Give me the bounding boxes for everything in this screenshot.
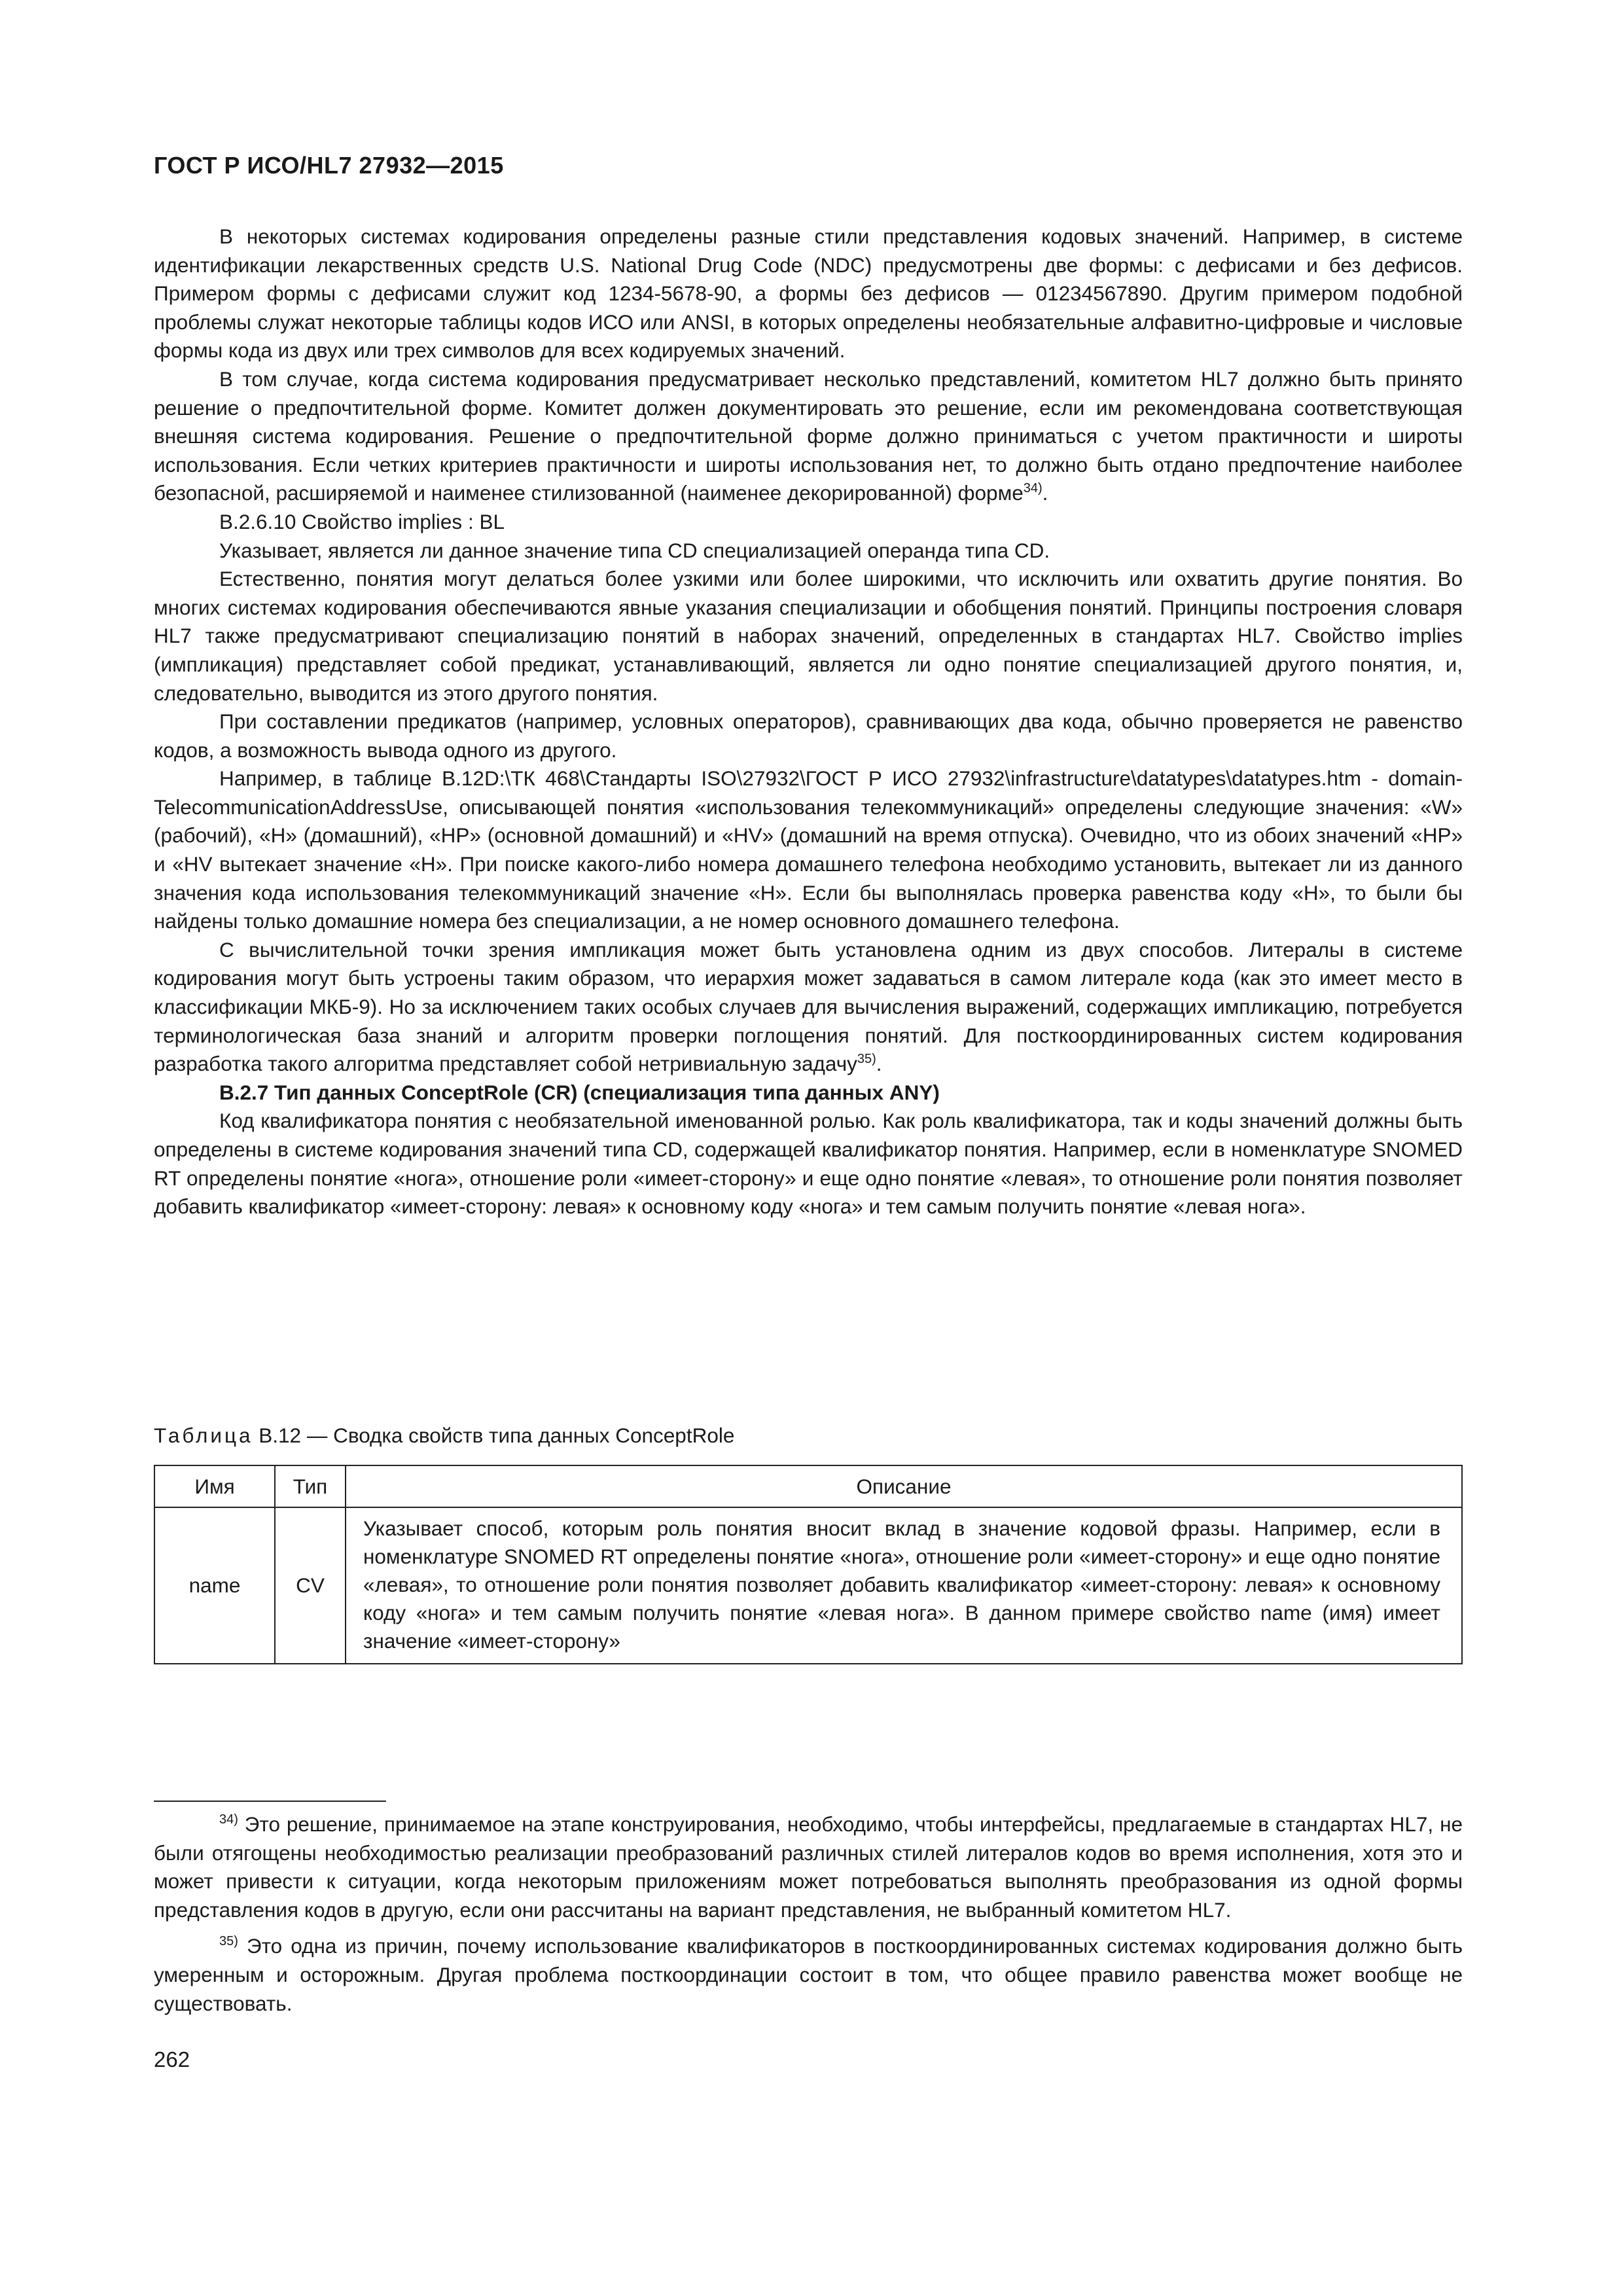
cell-description: Указывает способ, которым роль понятия вносит вклад в значение кодовой фразы. Например, если в номенклатуре SNOMED RT определены понятие «нога», отношение роли «имеет-сторону» и еще одно понятие «левая», то отношение роли понятия позволяет добавить квалификатор «имеет-сторону: левая» к основному коду «нога» и тем самым получить понятие «левая нога». В данном примере свойство name (имя) имеет значение «имеет-сторону» — [346, 1507, 1462, 1664]
column-header-description: Описание — [346, 1465, 1462, 1507]
footnote-35: $^{35)}$ Это одна из причин, почему использование квалификаторов в посткоординированных системах кодирования должно быть умеренным и осторожным. Другая проблема посткоординации состоит в том, что общее правило равенства может вообще не существовать. — [154, 1934, 1463, 2015]
footnote-34: $^{34)}$ Это решение, принимаемое на этапе конструирования, необходимо, чтобы интерфейсы, предлагаемые в стандартах HL7, не были отягощены необходимостью реализации преобразований различных стилей литералов кодов во время исполнения, хотя это и может привести к ситуации, когда некоторым приложениям может потребоваться выполнять преобразования из одной формы представления кодов в другую, если они рассчитаны на вариант представления, не выбранный комитетом HL7. — [154, 1812, 1463, 1922]
body-text — [154, 223, 1463, 1221]
paragraph-coding-styles: В некоторых системах кодирования определены разные стили представления кодовых значений. Например, в системе идентификации лекарственных средств U.S. National Drug Code (NDC) предусмотрены две формы: с дефисами и без дефисов. Примером формы с дефисами служит код 1234-5678-90, а формы без дефисов — 01234567890. Другим примером подобной проблемы служат некоторые таблицы кодов ИСО или ANSI, в которых определены необязательные алфавитно-цифровые и числовые формы кода из двух или трех символов для всех кодируемых значений. — [154, 224, 1463, 363]
cell-type: CV — [275, 1507, 346, 1664]
table-caption: Таблица B.12 — Сводка свойств типа данных ConceptRole — [154, 1424, 735, 1447]
paragraph-predicates: При составлении предикатов (например, условных операторов), сравнивающих два кода, обычно проверяется не равенство кодов, а возможность вывода одного из другого. — [154, 709, 1463, 762]
cell-name: name — [154, 1507, 275, 1664]
paragraph-conceptrole-description: Код квалификатора понятия с необязательной именованной ролью. Как роль квалификатора, так и коды значений должны быть определены в системе кодирования значений типа CD, содержащей квалификатор понятия. Например, если в номенклатуре SNOMED RT определены понятие «нога», отношение роли «имеет-сторону» и еще одно понятие «левая», то отношение роли понятия позволяет добавить квалификатор «имеет-сторону: левая» к основному коду «нога» и тем самым получить понятие «левая нога». — [154, 1109, 1463, 1219]
footnote-divider — [154, 1801, 386, 1802]
paragraph-preferred-form: В том случае, когда система кодирования предусматривает несколько представлений, комитетом HL7 должно быть принято решение о предпочтительной форме. Комитет должен документировать это решение, если им рекомендована соответствующая внешняя система кодирования. Решение о предпочтительной форме должно приниматься с учетом практичности и широты использования. Если четких критериев практичности и широты использования нет, то должно быть отдано предпочтение наиболее безопасной, расширяемой и наименее стилизованной (наименее декорированной) форме$^{34)}$. — [154, 367, 1463, 505]
section-heading-conceptrole: B.2.7 Тип данных ConceptRole (CR) (специализация типа данных ANY) — [219, 1080, 940, 1104]
column-header-name: Имя — [154, 1465, 275, 1507]
page-header-standard-id: ГОСТ Р ИСО/HL7 27932—2015 — [154, 152, 504, 179]
paragraph-implies-heading: B.2.6.10 Свойство implies : BL — [219, 509, 505, 533]
table-row — [154, 1507, 1462, 1664]
paragraph-specialization: Естественно, понятия могут делаться более узкими или более широкими, что исключить или охватить другие понятия. Во многих системах кодирования обеспечиваются явные указания специализации и обобщения понятий. Принципы построения словаря HL7 также предусматривают специализацию понятий в наборах значений, определенных в стандартах HL7. Свойство implies (импликация) представляет собой предикат, устанавливающий, является ли одно понятие специализацией другого понятия, и, следовательно, выводится из этого другого понятия. — [154, 567, 1463, 705]
properties-table — [154, 1465, 1463, 1664]
footnote-ref-34[interactable]: 34) — [1023, 481, 1043, 496]
page-number: 262 — [154, 2047, 190, 2072]
footnote-ref-35[interactable]: 35) — [857, 1052, 876, 1067]
paragraph-computation: С вычислительной точки зрения импликация может быть установлена одним из двух способов. Литералы в системе кодирования могут быть устроены таким образом, что иерархия может задаваться в самом литерале кода (как это имеет место в классификации МКБ-9). Но за исключением таких особых случаев для вычисления выражений, содержащих импликацию, потребуется терминологическая база знаний и алгоритм проверки поглощения понятий. Для посткоординированных систем кодирования разработка такого алгоритма представляет собой нетривиальную задачу$^{35)}$. — [154, 937, 1463, 1076]
column-header-type: Тип — [275, 1465, 346, 1507]
paragraph-implies-definition: Указывает, является ли данное значение типа CD специализацией операнда типа CD. — [219, 538, 1050, 562]
table-header-row — [154, 1465, 1462, 1507]
paragraph-example-telecom: Например, в таблице B.12D:\ТК 468\Стандарты ISO\27932\ГОСТ Р ИСО 27932\infrastructure\datatypes\datatypes.htm - domain-TelecommunicationAddressUse, описывающей понятия «использования телекоммуникаций» определены следующие значения: «W» (рабочий), «H» (домашний), «HP» (основной домашний) и «HV» (домашний на время отпуска). Очевидно, что из обоих значений «HP» и «HV вытекает значение «H». При поиске какого-либо номера домашнего телефона необходимо установить, вытекает ли из данного значения кода использования телекоммуникаций значение «H». Если бы выполнялась проверка равенства коду «H», то были бы найдены только домашние номера без специализации, а не номер основного домашнего телефона. — [154, 766, 1463, 933]
footnotes — [154, 1810, 1463, 2026]
